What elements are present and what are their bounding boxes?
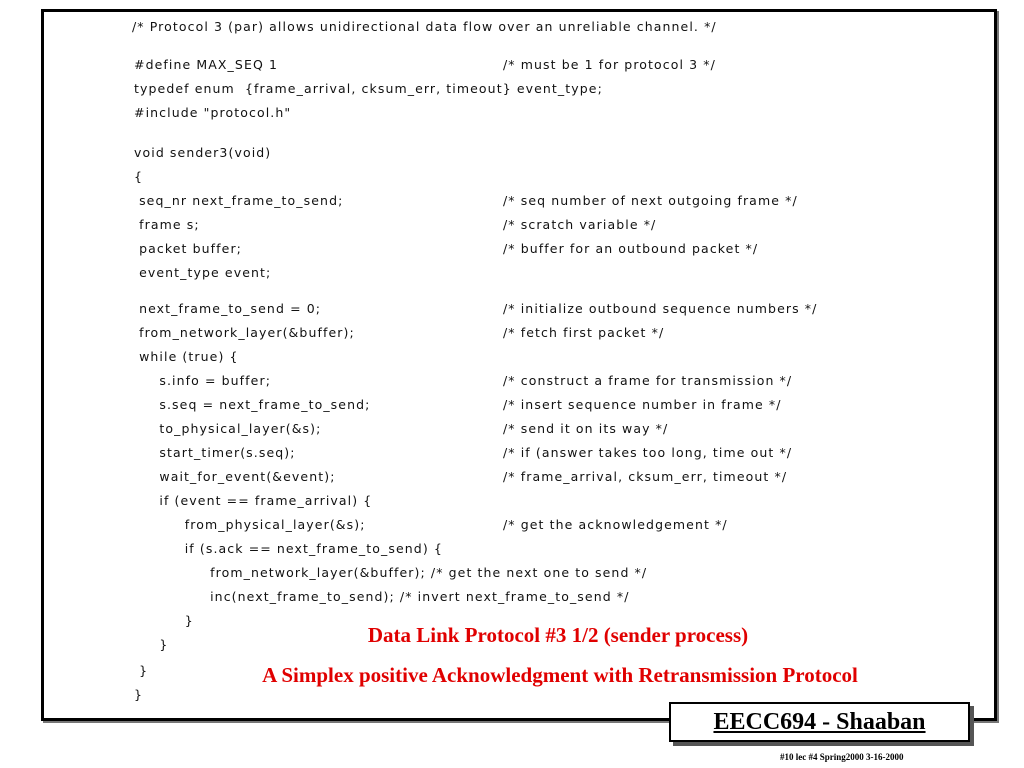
- course-badge-label: EECC694 - Shaaban: [713, 708, 926, 735]
- code-comment: /* scratch variable */: [503, 217, 657, 232]
- code-line: void sender3(void): [134, 145, 272, 160]
- code-line: packet buffer;: [134, 241, 242, 256]
- code-line: start_timer(s.seq);: [134, 445, 296, 460]
- code-listing: [44, 12, 994, 718]
- code-comment: /* must be 1 for protocol 3 */: [503, 57, 716, 72]
- course-badge: [669, 702, 970, 742]
- code-line: }: [134, 637, 169, 652]
- code-line: wait_for_event(&event);: [134, 469, 336, 484]
- code-comment: /* if (answer takes too long, time out */: [503, 445, 793, 460]
- code-comment: /* buffer for an outbound packet */: [503, 241, 759, 256]
- code-line: from_network_layer(&buffer);: [134, 325, 355, 340]
- code-line: }: [134, 663, 149, 678]
- code-line: from_network_layer(&buffer); /* get the next one to send */: [134, 565, 648, 580]
- code-line: #include "protocol.h": [134, 105, 292, 120]
- code-comment: /* insert sequence number in frame */: [503, 397, 782, 412]
- code-line: inc(next_frame_to_send); /* invert next_frame_to_send */: [134, 589, 630, 604]
- slide-footer: #10 lec #4 Spring2000 3-16-2000: [780, 752, 904, 762]
- slide-subtitle: A Simplex positive Acknowledgment with Retransmission Protocol: [262, 663, 858, 687]
- code-line: s.info = buffer;: [134, 373, 272, 388]
- code-line: {: [134, 169, 144, 184]
- slide-title: Data Link Protocol #3 1/2 (sender process): [367, 623, 749, 647]
- code-line: to_physical_layer(&s);: [134, 421, 322, 436]
- code-comment: /* seq number of next outgoing frame */: [503, 193, 798, 208]
- code-comment: /* fetch first packet */: [503, 325, 665, 340]
- code-line: event_type event;: [134, 265, 272, 280]
- code-slide-frame: [41, 9, 997, 721]
- code-line: while (true) {: [134, 349, 239, 364]
- code-comment: /* construct a frame for transmission */: [503, 373, 793, 388]
- code-line: next_frame_to_send = 0;: [134, 301, 322, 316]
- code-line: typedef enum {frame_arrival, cksum_err, timeout} event_type;: [134, 81, 603, 96]
- code-line: }: [134, 687, 144, 702]
- code-line: if (s.ack == next_frame_to_send) {: [134, 541, 443, 556]
- code-line: seq_nr next_frame_to_send;: [134, 193, 344, 208]
- code-comment: /* send it on its way */: [503, 421, 669, 436]
- code-line: }: [134, 613, 194, 628]
- code-comment: /* initialize outbound sequence numbers */: [503, 301, 818, 316]
- code-line: from_physical_layer(&s);: [134, 517, 366, 532]
- code-header-comment: /* Protocol 3 (par) allows unidirectional data flow over an unreliable channel. */: [132, 19, 717, 34]
- code-line: frame s;: [134, 217, 200, 232]
- code-line: #define MAX_SEQ 1: [134, 57, 279, 72]
- code-line: s.seq = next_frame_to_send;: [134, 397, 371, 412]
- code-comment: /* get the acknowledgement */: [503, 517, 728, 532]
- code-line: if (event == frame_arrival) {: [134, 493, 373, 508]
- code-comment: /* frame_arrival, cksum_err, timeout */: [503, 469, 788, 484]
